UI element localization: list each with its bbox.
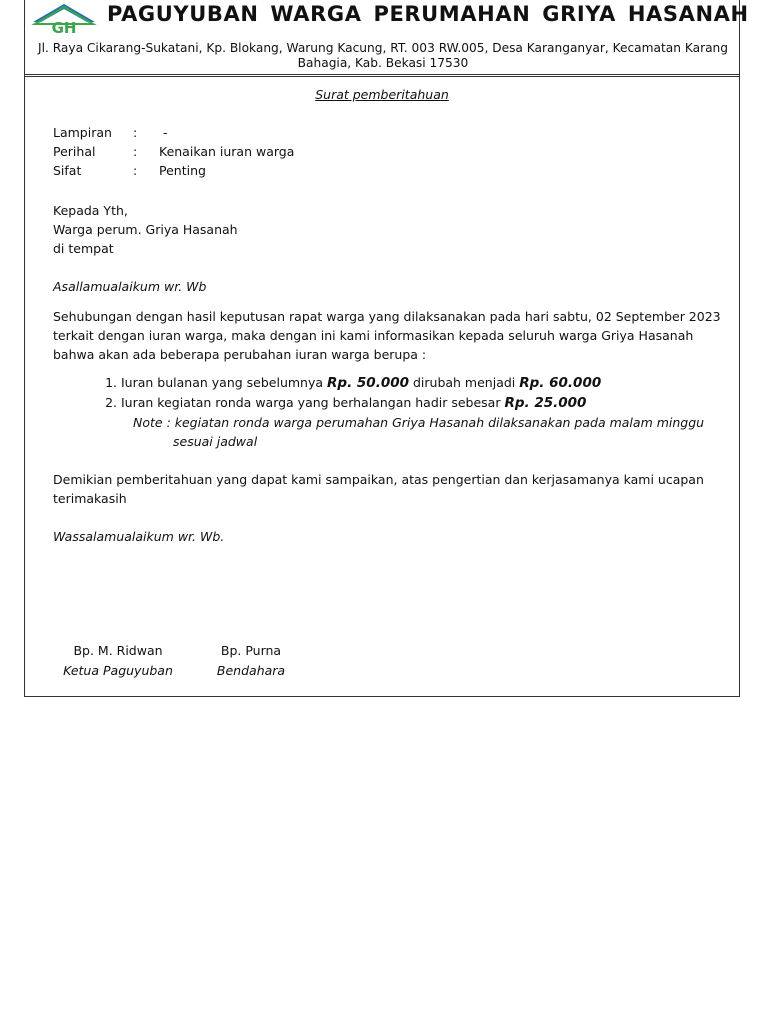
changes-list	[53, 373, 725, 413]
address-line-2: Bahagia, Kab. Bekasi 17530	[297, 56, 469, 70]
organization-address	[31, 41, 735, 71]
meta-row-sifat	[53, 163, 294, 182]
item-text: Iuran bulanan yang sebelumnya	[121, 375, 328, 390]
signature-ketua	[55, 641, 181, 681]
recipient-line: Kepada Yth,	[53, 203, 128, 218]
signatory-name: Bp. Purna	[220, 643, 282, 658]
letter-title: Surat pemberitahuan	[315, 87, 449, 102]
ronda-amount: Rp. 25.000	[504, 395, 587, 411]
organization-name: PAGUYUBAN WARGA PERUMAHAN GRIYA HASANAH	[107, 2, 749, 26]
meta-colon: :	[133, 125, 138, 140]
letterhead	[25, 0, 749, 75]
meta-label: Sifat	[53, 163, 82, 178]
meta-label: Perihal	[53, 144, 96, 159]
meta-row-perihal	[53, 144, 294, 163]
note-line: Note : kegiatan ronda warga perumahan Griya Hasanah dilaksanakan pada malam minggu	[133, 415, 705, 430]
letter-meta	[53, 125, 294, 182]
item-text: Iuran kegiatan ronda warga yang berhalangan hadir sebesar	[121, 395, 505, 410]
farewell: Wassalamualaikum wr. Wb.	[53, 529, 225, 544]
intro-paragraph: Sehubungan dengan hasil keputusan rapat warga yang dilaksanakan pada hari sabtu, 02 September 2023 terkait dengan iuran warga, maka dengan ini kami informasikan kepada seluruh warga Griya Hasanah bahwa akan ada beberapa perubahan iuran warga berupa :	[53, 309, 721, 362]
signature-bendahara	[203, 641, 299, 681]
signatory-role: Bendahara	[216, 663, 286, 678]
recipient-line: Warga perum. Griya Hasanah	[53, 222, 238, 237]
meta-colon: :	[133, 144, 138, 159]
greeting: Asallamualaikum wr. Wb	[53, 279, 207, 294]
header-double-rule	[25, 76, 739, 77]
list-item	[121, 373, 725, 393]
meta-label: Lampiran	[53, 125, 112, 140]
recipient-line: di tempat	[53, 241, 114, 256]
new-amount: Rp. 60.000	[519, 375, 602, 391]
signatory-name: Bp. M. Ridwan	[73, 643, 163, 658]
address-line-1: Jl. Raya Cikarang-Sukatani, Kp. Blokang, Warung Kacung, RT. 003 RW.005, Desa Karanganyar, Kecamatan Karang	[37, 41, 729, 55]
griya-hasanah-logo-icon	[31, 2, 97, 36]
changes-list-block	[53, 373, 725, 451]
meta-row-lampiran	[53, 125, 294, 144]
meta-colon: :	[133, 163, 138, 178]
letter-page	[24, 0, 749, 697]
note-line: sesuai jadwal	[173, 434, 258, 449]
recipient-block	[53, 201, 725, 258]
meta-value: Kenaikan iuran warga	[159, 144, 295, 159]
logo-letters: GH	[51, 19, 77, 36]
meta-value: -	[163, 125, 168, 140]
list-item	[121, 393, 725, 413]
closing-paragraph: Demikian pemberitahuan yang dapat kami sampaikan, atas pengertian dan kerjasamanya kami ucapan terimakasih	[53, 472, 704, 506]
signatory-role: Ketua Paguyuban	[63, 663, 173, 678]
item-text: dirubah menjadi	[409, 375, 520, 390]
old-amount: Rp. 50.000	[327, 375, 409, 391]
meta-value: Penting	[159, 163, 206, 178]
